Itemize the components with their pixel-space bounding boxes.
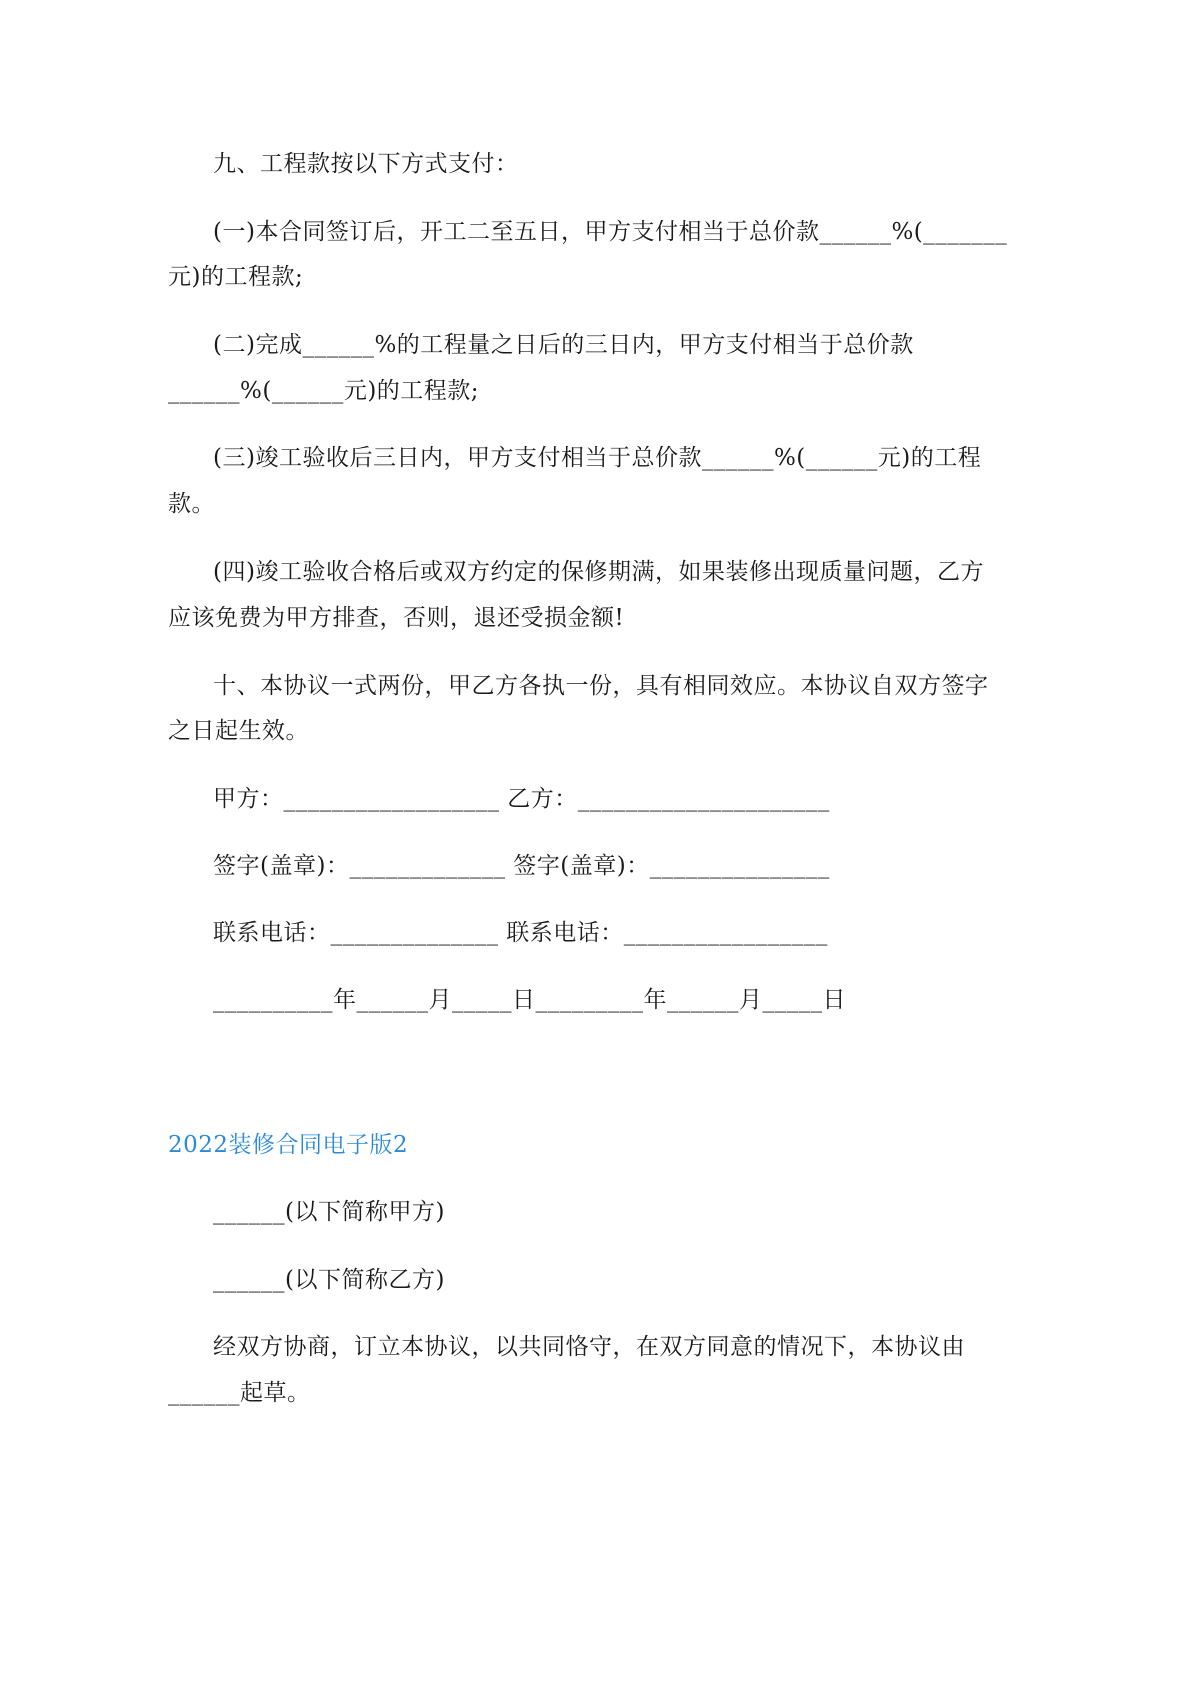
payment-item-3-continued: 款。 bbox=[168, 491, 215, 517]
signature-date-line: __________年______月_____日_________年______月_____日 bbox=[213, 987, 846, 1013]
agreement-intro: 经双方协商，订立本协议，以共同恪守，在双方同意的情况下，本协议由 bbox=[213, 1334, 965, 1360]
payment-item-3: (三)竣工验收后三日内，甲方支付相当于总价款______%(______元)的工程 bbox=[213, 445, 982, 471]
payment-item-2-continued: ______%(______元)的工程款; bbox=[168, 378, 480, 404]
payment-item-1: (一)本合同签订后，开工二至五日，甲方支付相当于总价款______%(_______ bbox=[213, 219, 1008, 245]
clause-ten-continued: 之日起生效。 bbox=[168, 718, 309, 744]
payment-item-4: (四)竣工验收合格后或双方约定的保修期满，如果装修出现质量问题，乙方 bbox=[213, 559, 984, 585]
clause-ten: 十、本协议一式两份，甲乙方各执一份，具有相同效应。本协议自双方签字 bbox=[213, 673, 989, 699]
section-heading: 2022装修合同电子版2 bbox=[168, 1132, 409, 1158]
signature-seal-line: 签字(盖章)：_____________ 签字(盖章)：_______________ bbox=[213, 853, 830, 879]
signature-phone-line: 联系电话：______________ 联系电话：_________________ bbox=[213, 920, 828, 946]
signature-parties-line: 甲方：__________________ 乙方：_____________________ bbox=[213, 786, 830, 812]
payment-item-4-continued: 应该免费为甲方排查，否则，退还受损金额! bbox=[168, 605, 625, 631]
party-a-line: ______(以下简称甲方) bbox=[213, 1199, 445, 1225]
payment-item-1-continued: 元)的工程款; bbox=[168, 264, 304, 290]
clause-nine-title: 九、工程款按以下方式支付： bbox=[213, 151, 519, 177]
payment-item-2: (二)完成______%的工程量之日后的三日内，甲方支付相当于总价款 bbox=[213, 332, 914, 358]
party-b-line: ______(以下简称乙方) bbox=[213, 1267, 445, 1293]
agreement-intro-continued: ______起草。 bbox=[168, 1380, 311, 1406]
